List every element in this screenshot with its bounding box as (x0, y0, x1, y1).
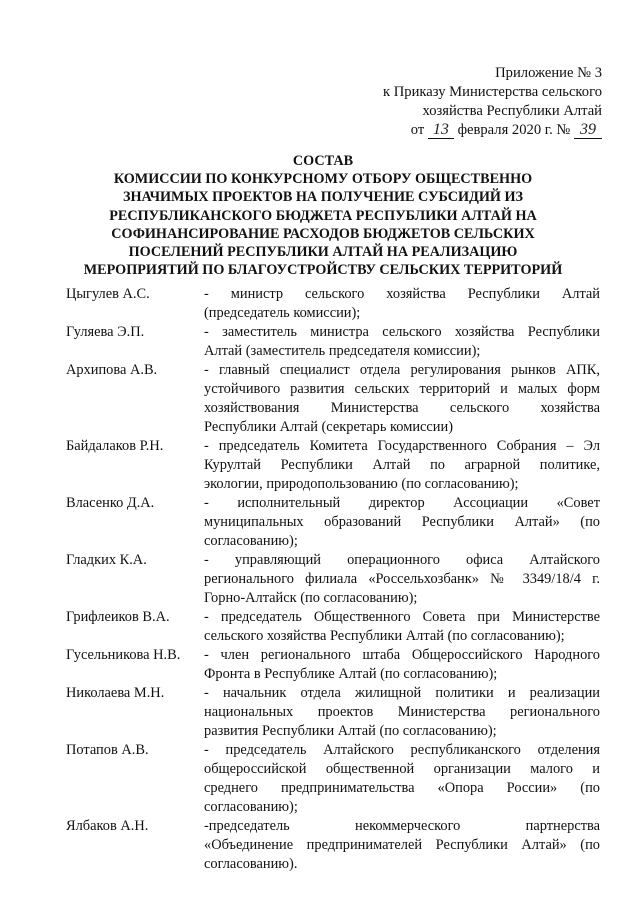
member-role-line: - министр сельского хозяйства Республики Алтай (204, 286, 600, 302)
member-name: Грифлеиков В.А. (66, 609, 170, 625)
member-role-line: - председатель Алтайского республиканского отделения (204, 742, 600, 758)
handwritten-order-number: 39 (574, 122, 602, 139)
member-role-line: муниципальных образований Республики Алтай» (по (204, 514, 600, 530)
member-role-line: среднего предпринимательства «Опора России» (по (204, 780, 600, 796)
member-row (66, 817, 600, 874)
member-row (66, 741, 600, 817)
member-role-line: - председатель Общественного Совета при Министерстве (204, 609, 600, 625)
member-row (66, 285, 600, 323)
title-line: СОФИНАНСИРОВАНИЕ РАСХОДОВ БЮДЖЕТОВ СЕЛЬСКИХ (111, 225, 535, 242)
member-role-line: Курултай Республики Алтай по аграрной политике, (204, 457, 600, 473)
member-role (204, 285, 600, 323)
member-role-line: - главный специалист отдела регулирования рынков АПК, (204, 362, 600, 378)
member-name: Гусельникова Н.В. (66, 647, 181, 663)
member-row (66, 684, 600, 741)
member-role (204, 646, 600, 684)
member-name: Ялбаков А.Н. (66, 818, 149, 834)
document-title (60, 152, 586, 279)
member-role-line: общероссийской общественной организации малого и (204, 761, 600, 777)
member-role (204, 684, 600, 741)
member-role-line: сельского хозяйства Республики Алтай (по согласованию); (204, 628, 565, 644)
member-role-line: Фронта в Республике Алтай (по согласованию); (204, 666, 498, 682)
member-name: Архипова А.В. (66, 362, 158, 378)
member-role-line: - заместитель министра сельского хозяйства Республики (204, 324, 600, 340)
member-role (204, 437, 600, 494)
member-role-line: - исполнительный директор Ассоциации «Совет (204, 495, 600, 511)
member-role-line: - член регионального штаба Общероссийского Народного (204, 647, 600, 663)
member-role-line: (председатель комиссии); (204, 305, 361, 321)
member-role (204, 323, 600, 361)
member-name: Потапов А.В. (66, 742, 149, 758)
member-role-line: -председатель некоммерческого партнерства (204, 818, 600, 834)
member-role (204, 551, 600, 608)
member-role-line: согласованию); (204, 799, 298, 815)
member-role-line: хозяйствования Министерства сельского хозяйства (204, 400, 600, 416)
member-role-line: - председатель Комитета Государственного Собрания – Эл (204, 438, 600, 454)
appendix-order-line: к Приказу Министерства сельского (383, 84, 602, 100)
member-role-line: «Объединение предпринимателей Республики Алтай» (по (204, 837, 600, 853)
handwritten-day: 13 (428, 122, 454, 139)
member-role-line: развития Республики Алтай (по согласованию); (204, 723, 497, 739)
date-prefix: от (410, 122, 425, 138)
member-role-line: - начальник отдела жилищной политики и реализации (204, 685, 600, 701)
title-line: МЕРОПРИЯТИЙ ПО БЛАГОУСТРОЙСТВУ СЕЛЬСКИХ ТЕРРИТОРИЙ (83, 262, 563, 279)
member-role-line: устойчивого развития сельских территорий и малых форм (204, 381, 600, 397)
member-role (204, 817, 600, 874)
member-row (66, 361, 600, 437)
member-name: Гладких К.А. (66, 552, 147, 568)
member-role-line: Алтай (заместитель председателя комиссии); (204, 343, 481, 359)
title-line: РЕСПУБЛИКАНСКОГО БЮДЖЕТА РЕСПУБЛИКИ АЛТАЙ НА (109, 207, 537, 224)
member-row (66, 323, 600, 361)
member-role-line: национальных проектов Министерства регионального (204, 704, 600, 720)
member-role (204, 608, 600, 646)
member-role (204, 741, 600, 817)
appendix-number: Приложение № 3 (495, 65, 602, 81)
title-line: ПОСЕЛЕНИЙ РЕСПУБЛИКИ АЛТАЙ НА РЕАЛИЗАЦИЮ (128, 244, 518, 261)
date-rest: февраля 2020 г. № (457, 122, 571, 138)
title-lines (60, 170, 586, 279)
member-row (66, 646, 600, 684)
commission-member-list (66, 285, 600, 874)
member-name: Власенко Д.А. (66, 495, 155, 511)
member-role-line: согласованию). (204, 856, 298, 872)
member-role-line: Горно-Алтайск (по согласованию); (204, 590, 418, 606)
appendix-date-line (302, 121, 602, 140)
member-role-line: согласованию); (204, 533, 298, 549)
member-name: Гуляева Э.П. (66, 324, 145, 340)
member-row (66, 437, 600, 494)
member-name: Николаева М.Н. (66, 685, 165, 701)
member-name: Байдалаков Р.Н. (66, 438, 164, 454)
member-row (66, 551, 600, 608)
appendix-header (302, 64, 602, 140)
member-name: Цыгулев А.С. (66, 286, 150, 302)
appendix-ministry-line: хозяйства Республики Алтай (422, 103, 602, 119)
member-role (204, 361, 600, 437)
member-role-line: Республики Алтай (секретарь комиссии) (204, 419, 453, 435)
member-row (66, 494, 600, 551)
member-role-line: - управляющий операционного офиса Алтайского (204, 552, 600, 568)
member-role-line: экологии, природопользованию (по согласованию); (204, 476, 519, 492)
member-role (204, 494, 600, 551)
member-role-line: регионального филиала «Россельхозбанк» № 3349/18/4 г. (204, 571, 600, 587)
title-line: КОМИССИИ ПО КОНКУРСНОМУ ОТБОРУ ОБЩЕСТВЕННО (113, 171, 533, 188)
member-row (66, 608, 600, 646)
title-line: ЗНАЧИМЫХ ПРОЕКТОВ НА ПОЛУЧЕНИЕ СУБСИДИЙ ИЗ (123, 189, 523, 206)
title-heading: СОСТАВ (292, 153, 354, 169)
